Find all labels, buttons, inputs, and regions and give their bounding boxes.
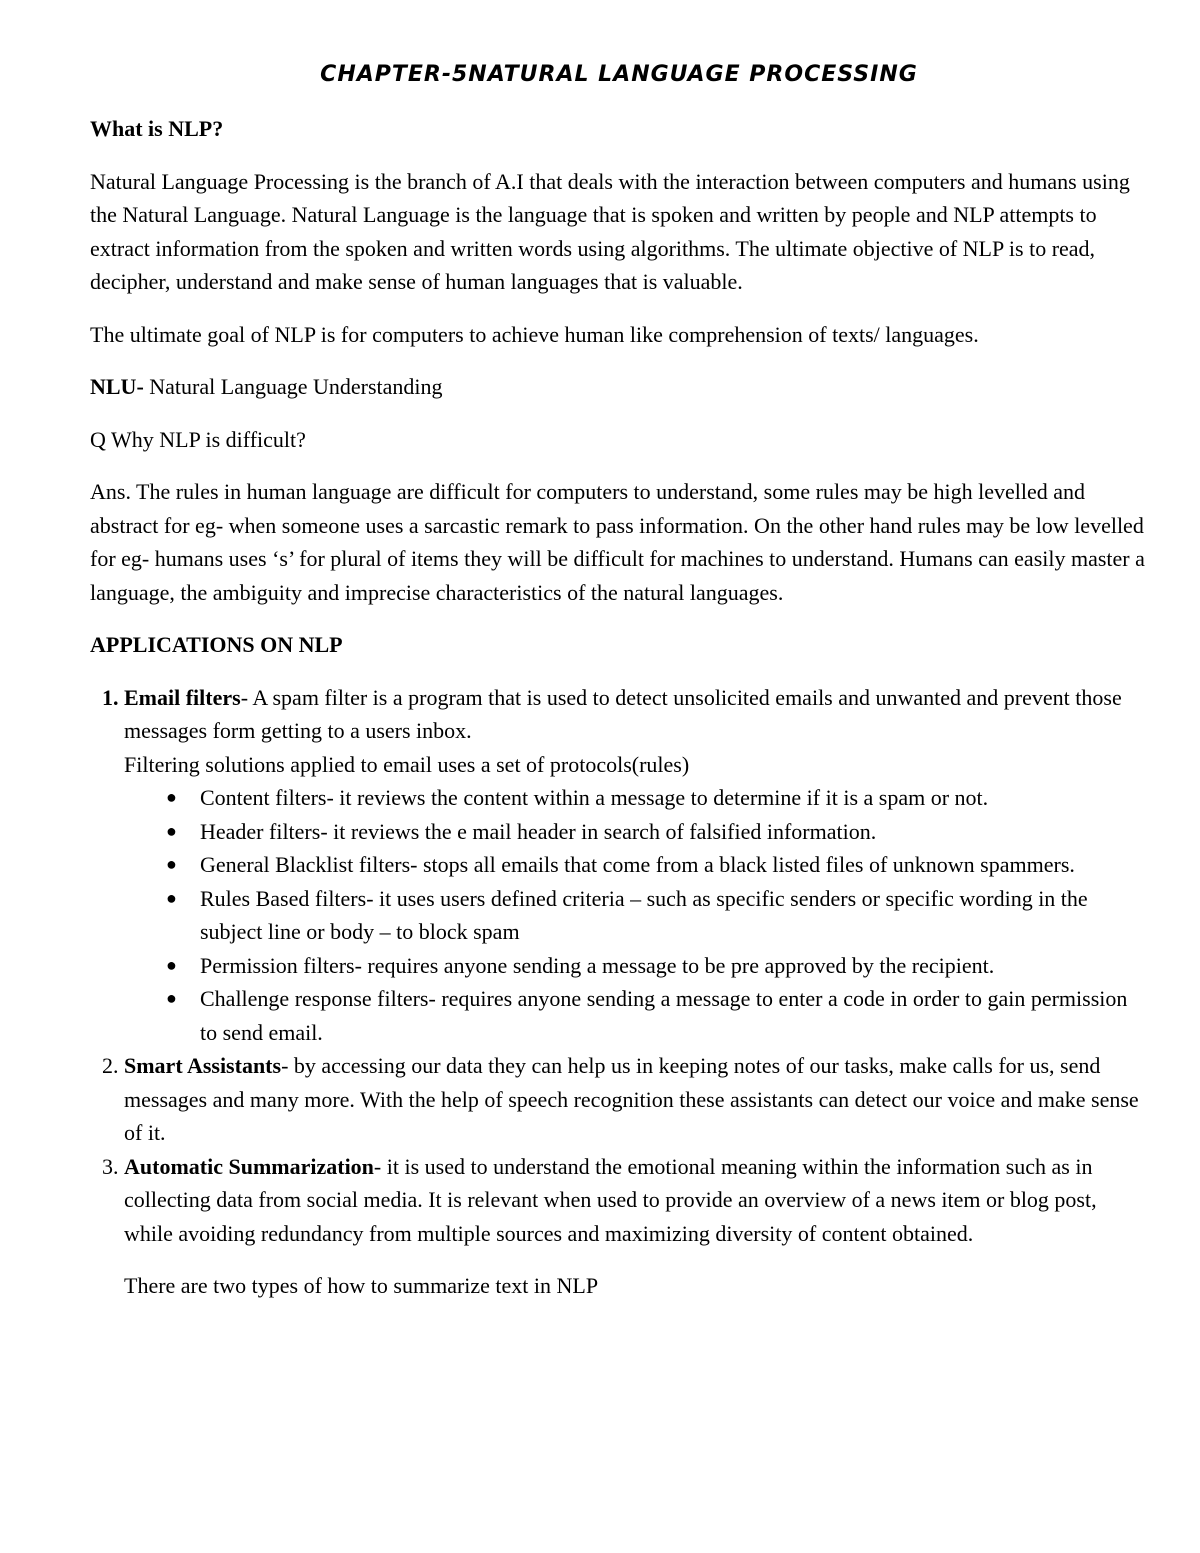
bullet-text: General Blacklist filters- stops all emails that come from a black listed files of unknown spammers.: [200, 852, 1075, 877]
heading-text: What is NLP?: [90, 116, 224, 141]
applications-list: [90, 681, 1148, 1251]
item-text: - it is used to understand the emotional meaning within the information such as in collecting data from social media. It is relevant when used to provide an overview of a news item or blog post, while avoiding redundancy from multiple sources and maximizing diversity of content obtained.: [124, 1153, 1097, 1246]
list-item-smart-assistants: [124, 1049, 1148, 1150]
filter-types-list: [124, 781, 1148, 1049]
bullet-text: Permission filters- requires anyone sending a message to be pre approved by the recipient.: [200, 952, 995, 978]
item-subtext: Filtering solutions applied to email uses a set of protocols(rules): [124, 751, 690, 777]
nlu-text: Natural Language Understanding: [143, 374, 443, 399]
nlp-goal-paragraph: The ultimate goal of NLP is for computers to achieve human like comprehension of texts/ languages.: [90, 321, 979, 347]
nlp-definition-paragraph: Natural Language Processing is the branch of A.I that deals with the interaction between computers and humans using the Natural Language. Natural Language is the language that is spoken and written by people and NLP attempts to extract information from the spoken and written words using algorithms. The ultimate objective of NLP is to read, decipher, understand and make sense of human languages that is valuable.: [90, 168, 1130, 294]
list-item-email-filters: [124, 681, 1148, 1050]
list-item: [166, 882, 1148, 949]
bullet-text: Content filters- it reviews the content within a message to determine if it is a spam or not.: [200, 785, 989, 810]
bullet-text: Challenge response filters- requires anyone sending a message to enter a code in order to gain permission to send email.: [200, 986, 1128, 1045]
bullet-icon: ●: [166, 954, 177, 975]
item-term: Automatic Summarization: [124, 1153, 374, 1179]
nlu-term: NLU-: [90, 374, 144, 399]
section-heading-applications: [90, 628, 1148, 662]
answer-paragraph: Ans. The rules in human language are difficult for computers to understand, some rules may be high levelled and abstract for eg- when someone uses a sarcastic remark to pass information. On the other hand rules may be low levelled for eg- humans uses ‘s’ for plural of items they will be difficult for machines to understand. Humans can easily master a language, the ambiguity and imprecise characteristics of the natural languages.: [90, 479, 1145, 605]
list-item: [166, 815, 1148, 849]
list-item: [166, 982, 1148, 1049]
list-item: [166, 848, 1148, 882]
item-term: Email filters: [124, 684, 241, 710]
item-text: - by accessing our data they can help us in keeping notes of our tasks, make calls for us, send messages and many more. With the help of speech recognition these assistants can detect our voice and make sense of it.: [124, 1053, 1139, 1145]
bullet-icon: ●: [166, 988, 177, 1008]
item-term: Smart Assistants: [124, 1053, 282, 1078]
bullet-icon: ●: [166, 854, 177, 874]
closing-paragraph: There are two types of how to summarize text in NLP: [124, 1273, 599, 1298]
heading-text: APPLICATIONS ON NLP: [90, 632, 343, 657]
bullet-icon: ●: [166, 887, 177, 908]
list-item-automatic-summarization: [124, 1150, 1148, 1251]
page-title: CHAPTER-5NATURAL LANGUAGE PROCESSING: [320, 62, 918, 87]
question-text: Q Why NLP is difficult?: [90, 426, 306, 452]
section-heading-what-is-nlp: [90, 112, 1148, 146]
list-item: [166, 949, 1148, 983]
list-item: [166, 781, 1148, 815]
bullet-icon: ●: [166, 820, 177, 841]
bullet-text: Rules Based filters- it uses users defined criteria – such as specific senders or specific wording in the subject line or body – to block spam: [200, 885, 1088, 944]
bullet-icon: ●: [166, 787, 177, 807]
nlu-definition: [90, 370, 1148, 404]
item-text: - A spam filter is a program that is used to detect unsolicited emails and unwanted and prevent those messages form getting to a users inbox.: [124, 684, 1122, 743]
bullet-text: Header filters- it reviews the e mail header in search of falsified information.: [200, 818, 877, 844]
